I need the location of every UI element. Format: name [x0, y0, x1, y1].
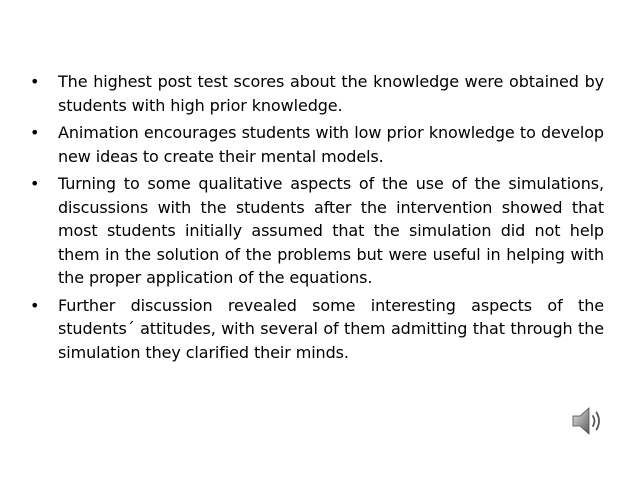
bullet-text: The highest post test scores about the knowledge were obtained by students with high prior knowledge.: [58, 72, 604, 115]
bullet-dot: •: [30, 123, 40, 142]
bullet-dot: •: [30, 72, 40, 91]
bullet-dot: •: [30, 295, 40, 315]
bullet-dot: •: [30, 174, 40, 193]
bullet-item: [30, 70, 604, 117]
bullet-text: Turning to some qualitative aspects of the use of the simulations, discussions with the students after the intervention showed that most students initially assumed that the simulation did not help them in the solution of the problems but were useful in helping with the proper application of the equations.: [58, 174, 604, 287]
bullet-text: Animation encourages students with low prior knowledge to develop new ideas to create their mental models.: [58, 123, 604, 166]
bullet-item: [30, 172, 604, 290]
speaker-icon[interactable]: [570, 404, 604, 438]
bullet-item: [30, 294, 604, 365]
bullet-list: [30, 70, 604, 368]
bullet-text: Further discussion revealed some interesting aspects of the students´ attitudes, with several of them admitting that through the simulation they clarified their minds.: [58, 295, 604, 362]
bullet-item: [30, 121, 604, 168]
